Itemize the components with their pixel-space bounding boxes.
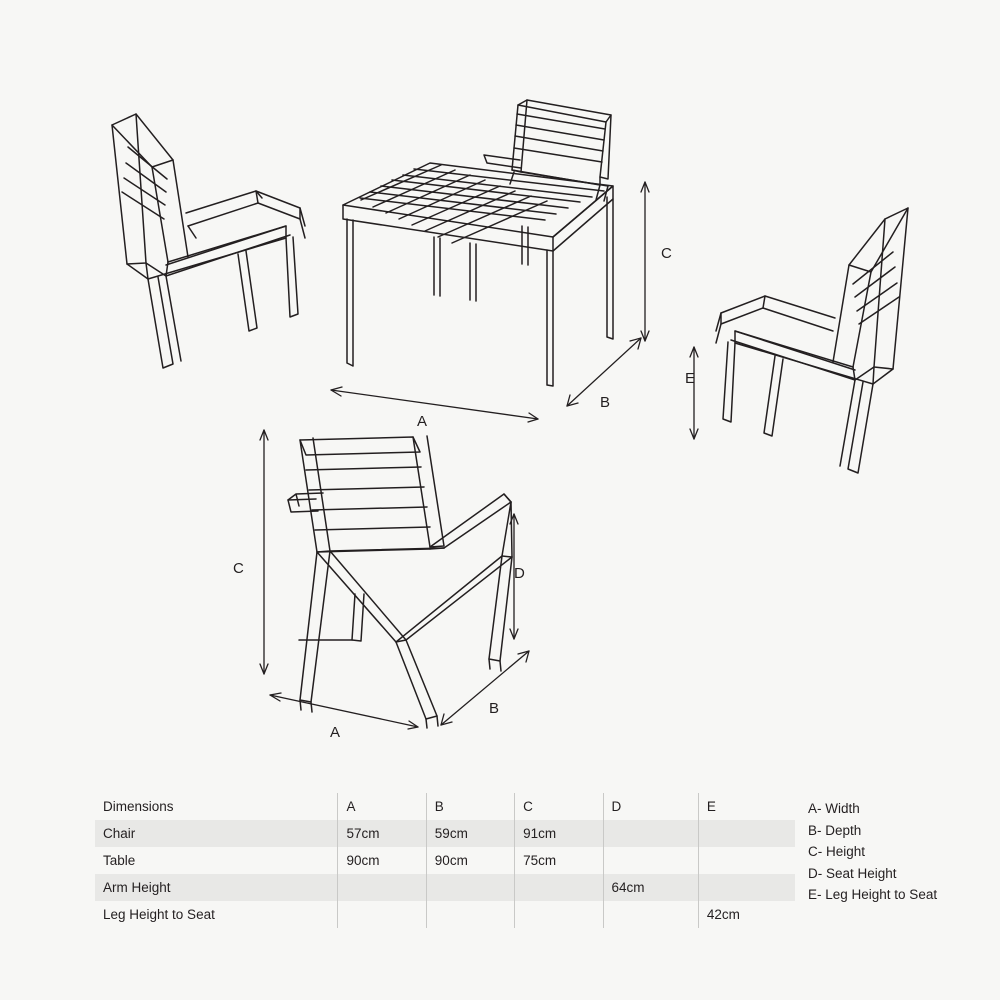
dim-label-chair-front-c: C	[233, 560, 245, 577]
cell-b: 59cm	[426, 820, 514, 847]
cell-d	[603, 847, 698, 874]
cell-a: 57cm	[338, 820, 426, 847]
cell-b	[426, 901, 514, 928]
chair-front-drawing	[288, 436, 512, 728]
cell-c	[515, 874, 603, 901]
header-d: D	[603, 793, 698, 820]
dim-label-chair-front-d: D	[514, 565, 526, 582]
table-row	[95, 820, 795, 847]
header-b: B	[426, 793, 514, 820]
table-row	[95, 874, 795, 901]
cell-a	[338, 901, 426, 928]
cell-a	[338, 874, 426, 901]
dim-label-table-b: B	[600, 394, 611, 411]
dim-label-table-c: C	[661, 245, 673, 262]
cell-a: 90cm	[338, 847, 426, 874]
cell-d	[603, 901, 698, 928]
row-label: Leg Height to Seat	[95, 901, 338, 928]
header-dimensions: Dimensions	[95, 793, 338, 820]
cell-c: 91cm	[515, 820, 603, 847]
cell-e: 42cm	[706, 907, 740, 922]
chair-right-drawing	[716, 208, 908, 473]
row-label: Chair	[95, 820, 338, 847]
dimensions-table	[95, 793, 795, 928]
table-row	[95, 847, 795, 874]
cell-d: 64cm	[603, 874, 698, 901]
header-e: E	[706, 799, 716, 814]
dim-label-chair-front-b: B	[489, 700, 500, 717]
cell-c: 75cm	[515, 847, 603, 874]
legend	[808, 798, 978, 906]
legend-item-a: A- Width	[808, 801, 860, 816]
dimension-arrows	[260, 182, 698, 729]
row-label: Arm Height	[95, 874, 338, 901]
chair-rear-drawing	[484, 100, 611, 201]
row-label: Table	[95, 847, 338, 874]
cell-e	[698, 847, 795, 874]
cell-d	[603, 820, 698, 847]
cell-b	[426, 874, 514, 901]
table-row	[95, 901, 795, 928]
cell-b: 90cm	[426, 847, 514, 874]
dim-label-table-a: A	[417, 413, 428, 430]
cell-e	[698, 820, 795, 847]
legend-item-e: E- Leg Height to Seat	[808, 887, 938, 902]
table-drawing	[343, 163, 613, 386]
legend-item-c: C- Height	[808, 844, 866, 859]
legend-item-d: D- Seat Height	[808, 865, 897, 881]
chair-left-drawing	[112, 114, 305, 368]
cell-e	[698, 874, 795, 901]
header-a: A	[338, 793, 426, 820]
dim-label-chair-right-e: E	[685, 370, 696, 387]
table-header-row	[95, 793, 795, 820]
header-c: C	[515, 793, 603, 820]
cell-c	[515, 901, 603, 928]
dim-label-chair-front-a: A	[330, 724, 341, 741]
legend-item-b: B- Depth	[808, 822, 862, 838]
